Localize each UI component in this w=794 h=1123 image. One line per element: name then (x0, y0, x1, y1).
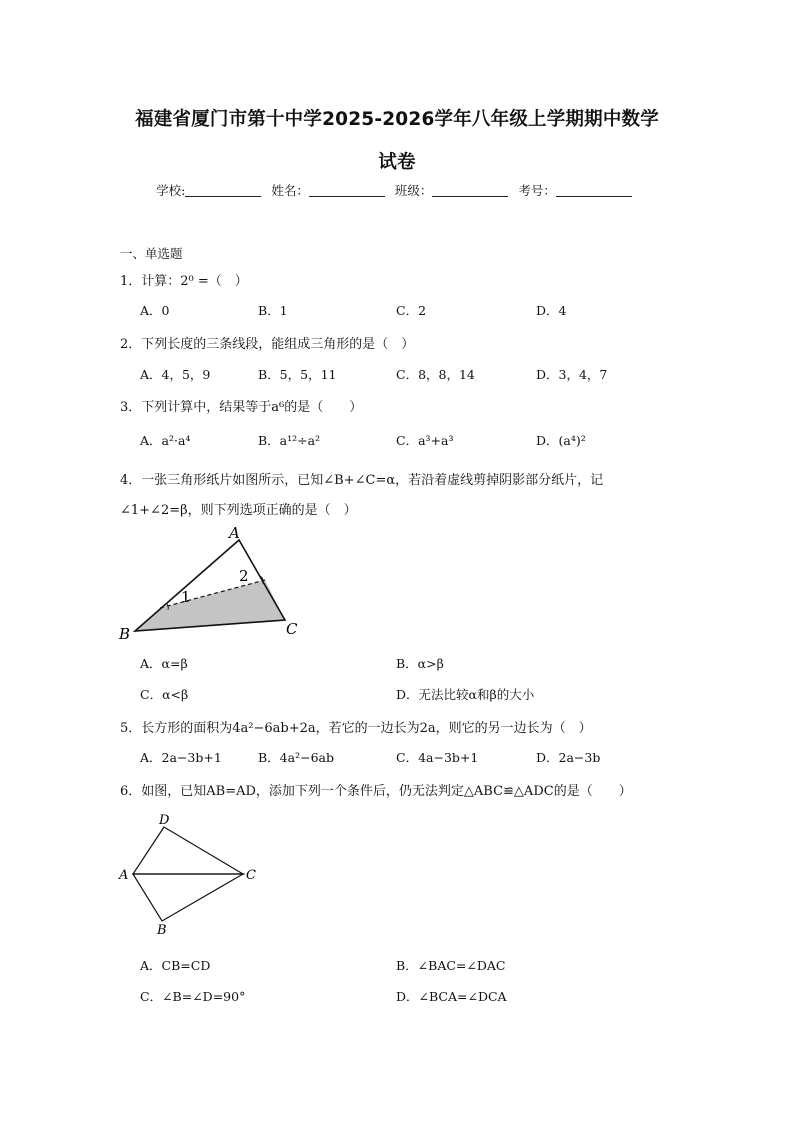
class-label: 班级： (394, 183, 433, 198)
triangle-figure-q4 (115, 520, 315, 645)
q3-option-b: B．a¹²÷a² (258, 433, 321, 448)
question-4-stem-line2: ∠1+∠2=β，则下列选项正确的是（ ） (120, 503, 357, 518)
label-c: C (246, 868, 256, 883)
label-b: B (157, 923, 167, 938)
label-angle-2: 2 (239, 567, 249, 585)
kite-figure-q6 (115, 810, 265, 940)
question-3-stem: 3．下列计算中，结果等于a⁶的是（ ） (120, 400, 363, 415)
school-field[interactable] (185, 183, 261, 197)
question-1-stem: 1．计算：2⁰ =（ ） (120, 274, 248, 289)
school-label: 学校: (156, 183, 186, 198)
label-a: A (229, 524, 240, 542)
q3-option-c: C．a³+a³ (396, 433, 454, 448)
q5-option-a: A．2a−3b+1 (140, 750, 222, 765)
question-5-stem: 5．长方形的面积为4a²−6ab+2a，若它的一边长为2a，则它的另一边长为（ ） (120, 721, 592, 736)
exam-number-label: 考号： (518, 183, 556, 198)
q1-option-a: A．0 (140, 303, 170, 318)
q6-option-d: D．∠BCA=∠DCA (396, 989, 507, 1004)
shaded-region (135, 580, 285, 631)
exam-number-field[interactable] (556, 183, 632, 197)
q4-option-c: C．α<β (140, 687, 189, 702)
triangle-adc (133, 827, 243, 874)
q2-option-a: A．4，5，9 (140, 367, 211, 382)
q6-option-c: C．∠B=∠D=90° (140, 989, 246, 1004)
label-a: A (119, 868, 129, 883)
label-angle-1: 1 (181, 588, 191, 606)
q2-option-d: D．3，4，7 (536, 367, 608, 382)
class-field[interactable] (432, 183, 508, 197)
q4-option-b: B．α>β (396, 656, 444, 671)
q6-option-a: A．CB=CD (140, 958, 211, 973)
q6-option-b: B．∠BAC=∠DAC (396, 958, 506, 973)
name-field[interactable] (309, 183, 385, 197)
label-d: D (159, 813, 170, 828)
q5-option-c: C．4a−3b+1 (396, 750, 479, 765)
q5-option-b: B．4a²−6ab (258, 750, 334, 765)
q3-option-d: D．(a⁴)² (536, 433, 586, 448)
student-info-line (0, 181, 794, 199)
q1-option-d: D．4 (536, 303, 567, 318)
section-heading: 一、单选题 (120, 246, 183, 261)
q4-option-a: A．α=β (140, 656, 188, 671)
question-4-stem-line1: 4．一张三角形纸片如图所示，已知∠B+∠C=α，若沿着虚线剪掉阴影部分纸片，记 (120, 473, 604, 488)
q2-option-b: B．5，5，11 (258, 367, 337, 382)
label-c: C (286, 620, 298, 638)
q1-option-b: B．1 (258, 303, 288, 318)
label-b: B (119, 625, 131, 643)
q1-option-c: C．2 (396, 303, 427, 318)
question-6-stem: 6．如图，已知AB=AD，添加下列一个条件后，仍无法判定△ABC≌△ADC的是（ ） (120, 784, 632, 799)
triangle-abc (133, 874, 243, 921)
page-title-line2: 试卷 (378, 152, 416, 173)
page-title-line1: 福建省厦门市第十中学2025-2026学年八年级上学期期中数学 (135, 109, 659, 130)
q2-option-c: C．8，8，14 (396, 367, 475, 382)
q4-option-d: D．无法比较α和β的大小 (396, 687, 535, 702)
q3-option-a: A．a²·a⁴ (140, 433, 191, 448)
name-label: 姓名： (271, 183, 309, 198)
question-2-stem: 2．下列长度的三条线段，能组成三角形的是（ ） (120, 337, 415, 352)
q5-option-d: D．2a−3b (536, 750, 601, 765)
